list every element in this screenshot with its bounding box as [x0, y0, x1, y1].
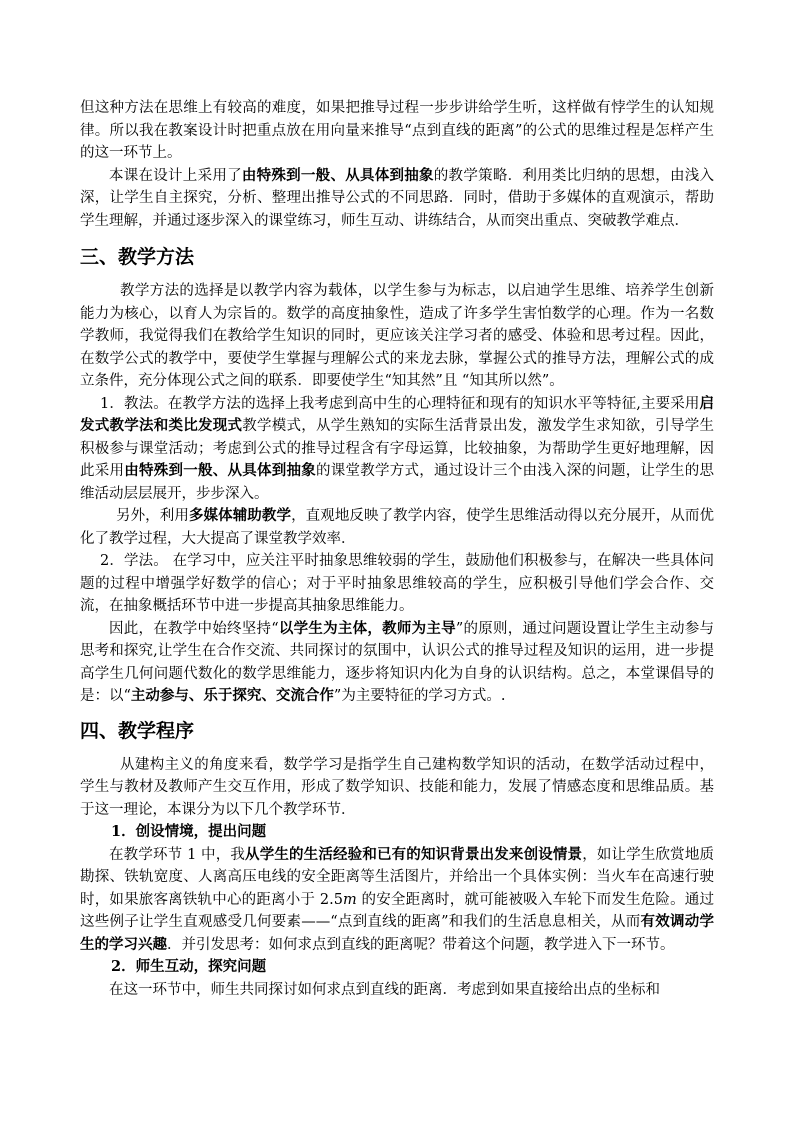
bold-phrase: 以学生为主体，教师为主导	[278, 619, 456, 637]
paragraph: 在这一环节中，师生共同探讨如何求点到直线的距离．考虑到如果直接给出点的坐标和	[109, 981, 660, 998]
bold-phrase: 多媒体辅助教学	[188, 507, 292, 524]
paragraph: 教学方法的选择是以教学内容为载体，以学生参与为标志，以启迪学生思维、培养学生创新能力为核心，以育人为宗旨的。数学的高度抽象性，造成了许多学生害怕数学的心理。作为一名数学教师，我觉得我们在教给学生知识的同时，更应该关注学习者的感受、体验和思考过程。因此，在数学公式的教学中，要使学生掌握与理解公式的来龙去脉，掌握公式的推导方法，理解公式的成立条件，充分体现公式之间的联系．即要使学生“知其然”且 “知其所以然”。	[80, 283, 714, 389]
paragraph: 另外，利用多媒体辅助教学，直观地反映了教学内容，使学生思维活动得以充分展开，从而优化了教学过程，大大提高了课堂教学效率．	[80, 507, 715, 547]
section-heading-procedure: 四、教学程序	[80, 719, 195, 742]
bold-phrase: 由特殊到一般、从具体到抽象	[124, 462, 316, 479]
paragraph: 2．学法。 在学习中，应关注平时抽象思维较弱的学生，鼓励他们积极参与，在解决一些具体问题的过程中增强学好数学的信心；对于平时抽象思维较高的学生，应积极引导他们学会合作、交流，在抽象概括环节中进一步提高其抽象思维能力。	[80, 553, 714, 614]
paragraph: 但这种方法在思维上有较高的难度，如果把推导过程一步步讲给学生听，这样做有悖学生的认知规律。所以我在教案设计时把重点放在用向量来推导“点到直线的距离”的公式的思维过程是怎样产生的这一环节上。	[80, 100, 714, 161]
paragraph: 在教学环节 1 中，我从学生的生活经验和已有的知识背景出发来创设情景，如让学生欣赏地质勘探、铁轨宽度、人离高压电线的安全距离等生活图片，并给出一个具体实例：当火车在高速行驶时，如果旅客离铁轨中心的距离小于 2.5m 的安全距离时，就可能被吸入车轮下而发生危险。通过这些例子让学生直观感受几何要素——“点到直线的距离”和我们的生活息息相关，从而有效调动学生的学习兴趣．并引发思考：如何求点到直线的距离呢？带着这个问题，教学进入下一环节。	[80, 845, 715, 953]
bold-phrase: 由特殊到一般、从具体到抽象	[241, 166, 434, 184]
document-body	[80, 97, 714, 1001]
subsection-heading: 2．师生互动，探究问题	[111, 958, 267, 975]
section-heading-methods: 三、教学方法	[80, 246, 195, 268]
subsection-heading: 1．创设情境，提出问题	[111, 823, 267, 840]
paragraph: 1．教法。在教学方法的选择上我考虑到高中生的心理特征和现有的知识水平等特征,主要采用启发式教学法和类比发现式教学模式，从学生熟知的实际生活背景出发，激发学生求知欲，引导学生积极参与课堂活动；考虑到公式的推导过程含有字母运算，比较抽象，为帮助学生更好地理解，因此采用由特殊到一般、从具体到抽象的课堂教学方式，通过设计三个由浅入深的问题，让学生的思维活动层层展开，步步深入。	[80, 394, 714, 502]
paragraph: 因此，在教学中始终坚持“以学生为主体，教师为主导”的原则，通过问题设置让学生主动参与思考和探究,让学生在合作交流、共同探讨的氛围中，认识公式的推导过程及知识的运用，进一步提高学生几何问题代数化的数学思维能力，逐步将知识内化为自身的认识结构。总之，本堂课倡导的是：以“主动参与、乐于探究、交流合作”为主要特征的学习方式。.	[80, 619, 714, 704]
bold-phrase: 启发式教学法和类比发现式	[80, 394, 714, 434]
bold-phrase: 有效调动学生的学习兴趣	[80, 913, 715, 953]
bold-phrase: 主动参与、乐于探究、交流合作	[130, 687, 334, 704]
paragraph: 从建构主义的角度来看，数学学习是指学生自己建构数学知识的活动，在数学活动过程中，学生与教材及教师产生交互作用，形成了数学知识、技能和能力，发展了情感态度和思维品质。基于这一理论，本课分为以下几个教学环节．	[80, 756, 714, 818]
paragraph: 本课在设计上采用了由特殊到一般、从具体到抽象的教学策略．利用类比归纳的思想，由浅入深，让学生自主探究，分析、整理出推导公式的不同思路．同时，借助于多媒体的直观演示，帮助学生理解，并通过逐步深入的课堂练习，师生互动、讲练结合，从而突出重点、突破教学难点．	[80, 166, 715, 229]
math-variable: m	[342, 891, 357, 908]
bold-phrase: 从学生的生活经验和已有的知识背景出发来创设情景	[245, 845, 583, 863]
